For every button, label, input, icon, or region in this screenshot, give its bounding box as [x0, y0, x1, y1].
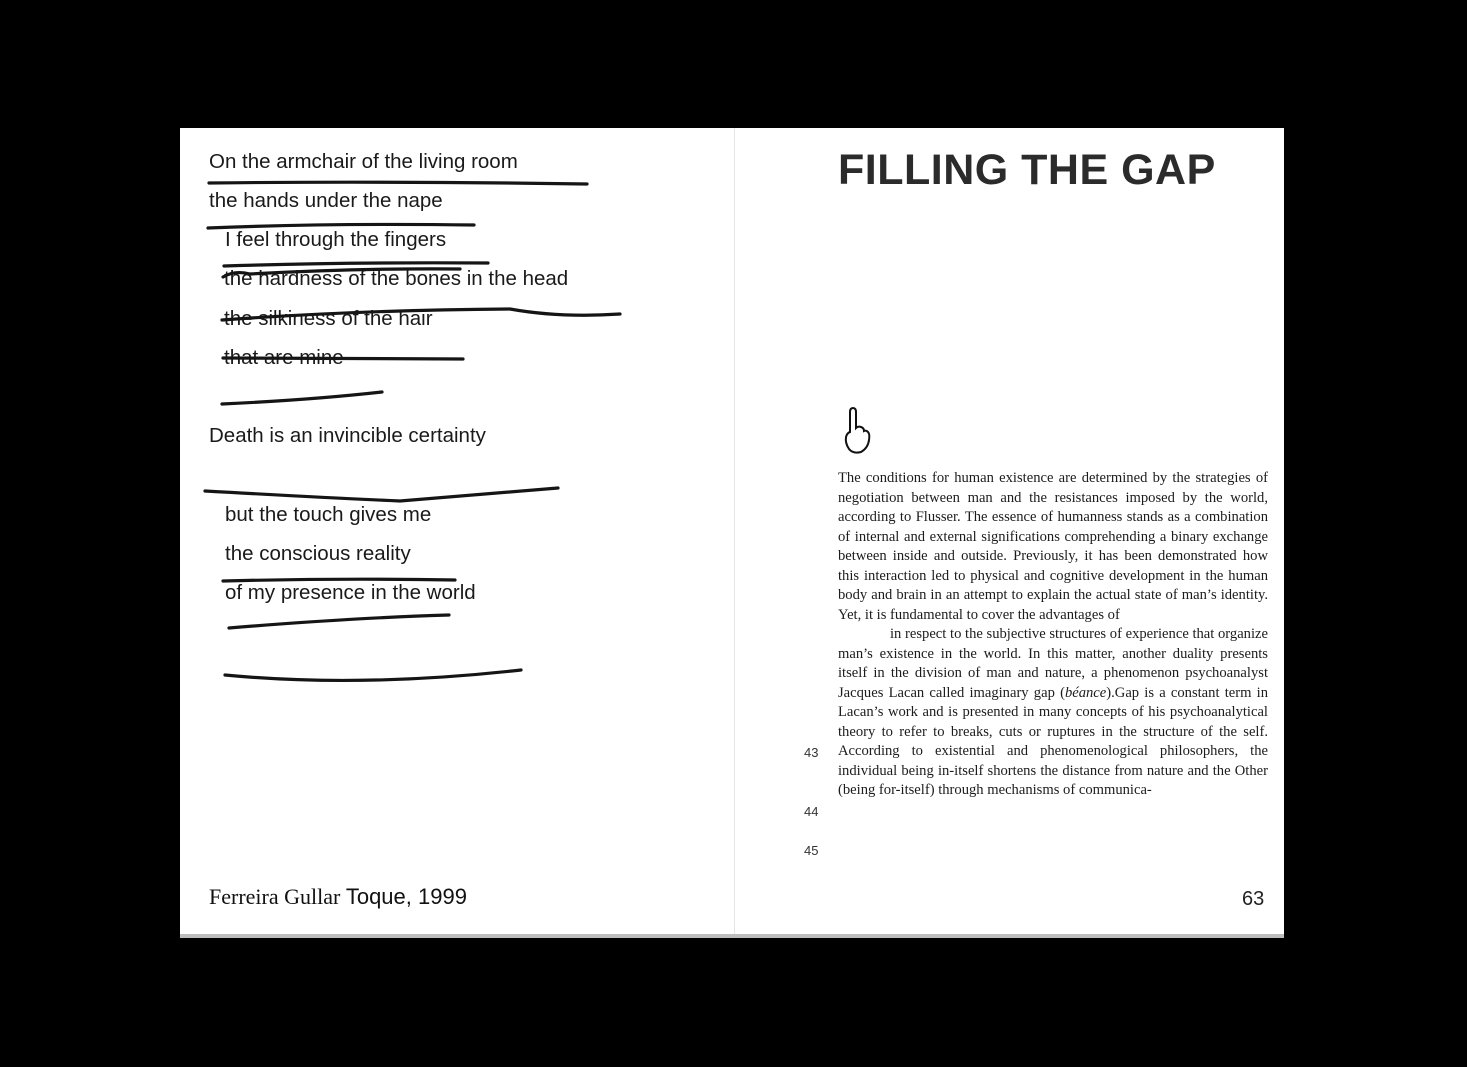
body-text-part1: The conditions for human existence are determined by the strategies of negotiation between man and the resistances imposed by the world, according to Flusser. The essence of humanness stands as a combination of internal and external significations comprehending a binary exchange between inside and outside. Previously, it has been demonstrated how this interaction led to physical and cognitive development in the human body and brain in an attempt to explain the actual state of man’s identity. Yet, it is fundamental to cover the advantages of [838, 470, 1268, 623]
marker-stroke [225, 670, 521, 680]
page-gutter [734, 128, 735, 938]
line-number: 45 [804, 843, 819, 858]
poem-line: the conscious reality [225, 542, 411, 565]
poem-line: but the touch gives me [225, 503, 432, 526]
poem-line: that are mine [224, 346, 344, 369]
book-spread [180, 128, 1284, 938]
page-title: FILLING THE GAP [838, 146, 1216, 194]
poem-line: On the armchair of the living room [209, 150, 518, 173]
credit-work: Toque, 1999 [345, 884, 467, 909]
body-text-part3: ).Gap is a constant term in Lacan’s work and is presented in many concepts of his psychoanalytical theory to refer to breaks, cuts or ruptures in the structure of the self. According to existential and phenomenological philosophers, the individual being in-itself shortens the distance from nature and the Other (being for-itself) through mechanisms of communica- [838, 684, 1268, 798]
pointing-hand-icon [842, 406, 872, 461]
body-text-italic: béance [1064, 684, 1107, 701]
marker-stroke [209, 182, 587, 184]
marker-stroke [229, 615, 449, 628]
marker-stroke [223, 269, 460, 277]
marker-stroke [223, 579, 455, 581]
poem-line: of my presence in the world [225, 581, 476, 604]
poem-line: the hands under the nape [209, 189, 443, 212]
marker-stroke [222, 309, 620, 320]
body-text-part2: in respect to the subjective structures of experience that organize man’s existence in the world. In this matter, another duality presents itself in the division of man and nature, a phenomenon psychoanalyst Jacques Lacan called imaginary gap ( [838, 626, 1268, 701]
poem-line: the hardness of the bones in the head [224, 267, 569, 290]
poem-line: Death is an invincible certainty [209, 424, 486, 447]
marker-stroke [223, 358, 463, 359]
credit-author: Ferreira Gullar [209, 884, 341, 909]
marker-stroke [222, 392, 382, 404]
line-number: 43 [804, 745, 819, 760]
body-paragraph [838, 469, 1268, 801]
poem-line: the silkiness of the hair [224, 307, 433, 330]
marker-stroke [205, 488, 558, 501]
page-edge-shadow [180, 934, 1284, 938]
marker-stroke [208, 224, 474, 228]
poem-line: I feel through the fingers [225, 228, 447, 251]
marker-stroke [224, 263, 488, 266]
marker-strokes [180, 128, 640, 728]
poem-credit [209, 884, 467, 910]
line-number: 44 [804, 804, 819, 819]
page-number: 63 [1242, 888, 1265, 910]
